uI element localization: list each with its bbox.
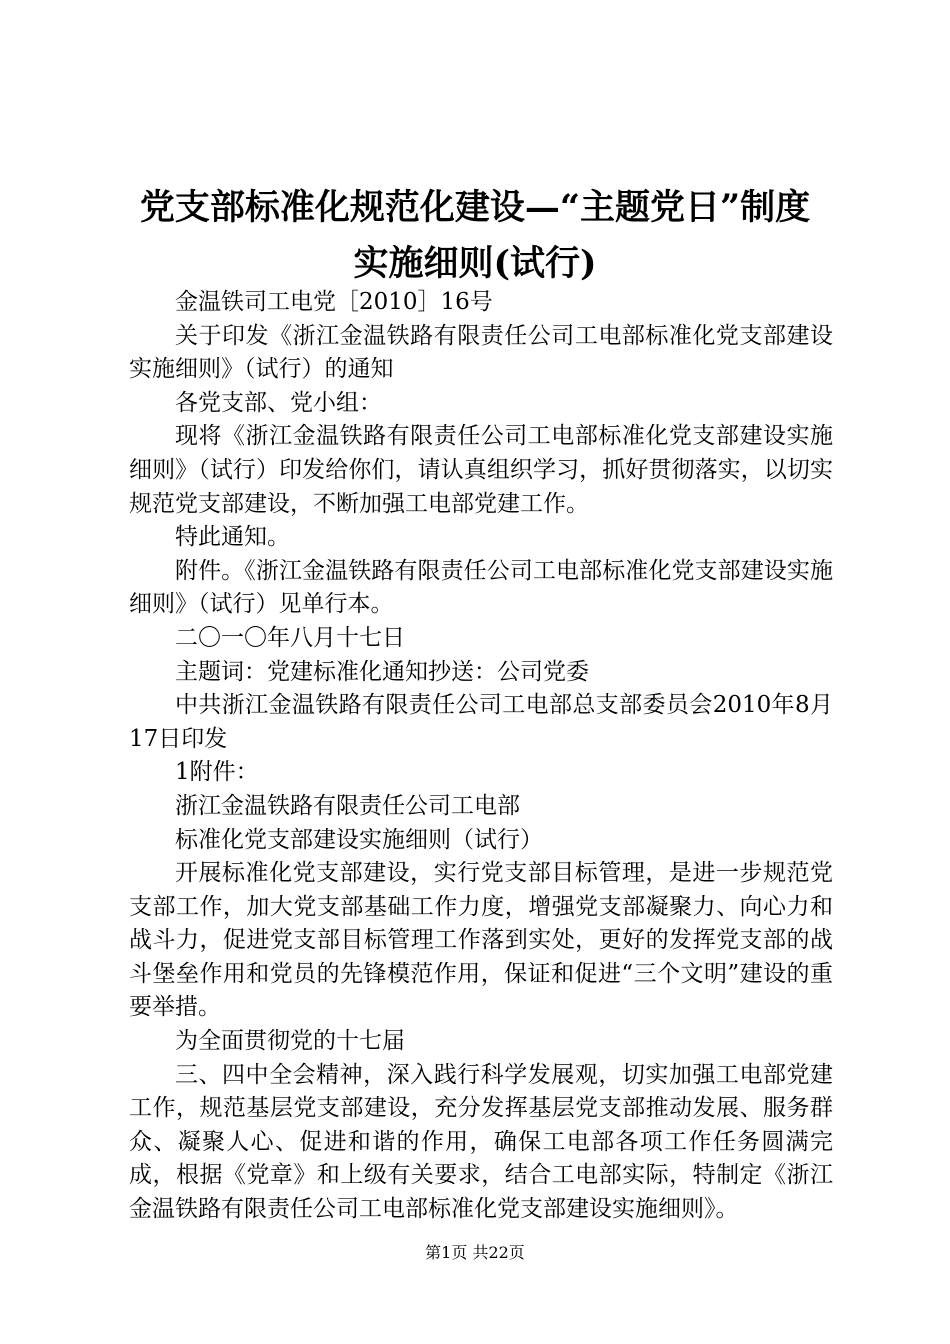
body-paragraph: 三、四中全会精神，深入践行科学发展观，切实加强工电部党建工作，规范基层党支部建设，充分发挥基层党支部推动发展、服务群众、凝聚人心、促进和谐的作用，确保工电部各项工作任务圆满完成，根据《党章》和上级有关要求，结合工电部实际，特制定《浙江金温铁路有限责任公司工电部标准化党支部建设实施细则》。 — [129, 1061, 833, 1223]
body-paragraph: 为全面贯彻党的十七届 — [175, 1028, 405, 1055]
notice-title: 关于印发《浙江金温铁路有限责任公司工电部标准化党支部建设实施细则》（试行）的通知 — [129, 322, 833, 383]
document-title-line-2: 实施细则(试行) — [353, 243, 597, 284]
document-title-line-1: 党支部标准化规范化建设—“主题党日”制度 — [139, 187, 811, 228]
body-paragraph: 开展标准化党支部建设，实行党支部目标管理，是进一步规范党支部工作，加大党支部基础工作力度，增强党支部凝聚力、向心力和战斗力，促进党支部目标管理工作落到实处，更好的发挥党支部的战斗堡垒作用和党员的先锋模范作用，保证和促进“三个文明”建设的重要举措。 — [129, 860, 833, 1021]
document-body — [129, 286, 833, 1227]
attachment-title: 标准化党支部建设实施细则（试行） — [175, 826, 543, 853]
issue-date: 二〇一〇年八月十七日 — [175, 624, 405, 651]
page-number-footer: 第1页 共22页 — [425, 1243, 525, 1262]
attachment-org: 浙江金温铁路有限责任公司工电部 — [175, 792, 520, 819]
keywords-cc: 主题词：党建标准化通知抄送：公司党委 — [175, 658, 589, 685]
notice-closing: 特此通知。 — [175, 524, 290, 551]
attachment-label: 1附件： — [175, 759, 259, 786]
issuer-line: 中共浙江金温铁路有限责任公司工电部总支部委员会2010年8月17日印发 — [129, 692, 833, 752]
document-number: 金温铁司工电党［2010］16号 — [175, 289, 493, 315]
attachment-note: 附件。《浙江金温铁路有限责任公司工电部标准化党支部建设实施细则》（试行）见单行本。 — [129, 557, 833, 618]
addressee: 各党支部、党小组： — [175, 389, 382, 416]
notice-body: 现将《浙江金温铁路有限责任公司工电部标准化党支部建设实施细则》（试行）印发给你们，请认真组织学习，抓好贯彻落实，以切实规范党支部建设，不断加强工电部党建工作。 — [129, 423, 833, 517]
